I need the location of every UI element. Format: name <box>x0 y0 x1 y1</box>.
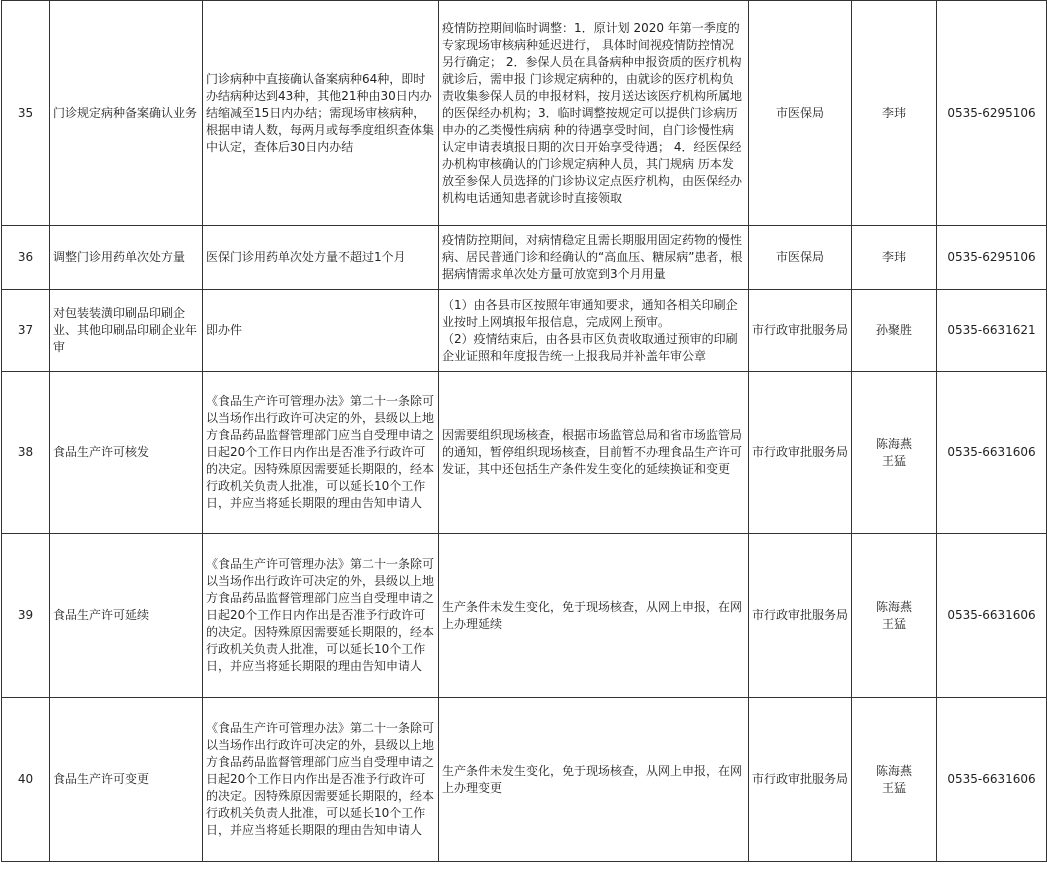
row-number: 39 <box>2 534 50 698</box>
table-row <box>2 698 1047 862</box>
item-condition: 《食品生产许可管理办法》第二十一条除可以当场作出行政许可决定的外，县级以上地方食品药品监督管理部门应当自受理申请之日起20个工作日内作出是否准予行政许可的决定。因特殊原因需要延长期限的，经本行政机关负责人批准，可以延长10个工作日，并应当将延长期限的理由告知申请人 <box>203 534 439 698</box>
item-name: 食品生产许可延续 <box>50 534 203 698</box>
item-contact: 陈海燕 王猛 <box>852 534 937 698</box>
item-condition: 《食品生产许可管理办法》第二十一条除可以当场作出行政许可决定的外，县级以上地方食品药品监督管理部门应当自受理申请之日起20个工作日内作出是否准予行政许可的决定。因特殊原因需要延长期限的，经本行政机关负责人批准，可以延长10个工作日，并应当将延长期限的理由告知申请人 <box>203 698 439 862</box>
item-phone: 0535-6631606 <box>937 698 1047 862</box>
row-number: 35 <box>2 1 50 226</box>
item-name: 调整门诊用药单次处方量 <box>50 226 203 290</box>
item-name: 对包装装潢印刷品印刷企业、其他印刷品印刷企业年审 <box>50 290 203 372</box>
item-department: 市医保局 <box>749 1 852 226</box>
table-row <box>2 1 1047 226</box>
row-number: 36 <box>2 226 50 290</box>
item-measure: 因需要组织现场核查，根据市场监管总局和省市场监管局的通知，暂停组织现场核查，目前暂不办理食品生产许可发证，其中还包括生产条件发生变化的延续换证和变更 <box>439 372 749 534</box>
item-contact: 李玮 <box>852 1 937 226</box>
item-department: 市行政审批服务局 <box>749 534 852 698</box>
item-measure: 生产条件未发生变化，免于现场核查，从网上申报，在网上办理变更 <box>439 698 749 862</box>
item-contact: 陈海燕 王猛 <box>852 372 937 534</box>
item-contact: 陈海燕 王猛 <box>852 698 937 862</box>
item-department: 市医保局 <box>749 226 852 290</box>
row-number: 38 <box>2 372 50 534</box>
item-phone: 0535-6295106 <box>937 226 1047 290</box>
table-row <box>2 290 1047 372</box>
item-phone: 0535-6631621 <box>937 290 1047 372</box>
table-row <box>2 226 1047 290</box>
item-name: 食品生产许可核发 <box>50 372 203 534</box>
item-phone: 0535-6631606 <box>937 372 1047 534</box>
item-measure: 疫情防控期间，对病情稳定且需长期服用固定药物的慢性病、居民普通门诊和经确认的“高血压、糖尿病”患者，根据病情需求单次处方量可放宽到3个月用量 <box>439 226 749 290</box>
item-department: 市行政审批服务局 <box>749 290 852 372</box>
item-name: 门诊规定病种备案确认业务 <box>50 1 203 226</box>
row-number: 37 <box>2 290 50 372</box>
measures-table <box>1 0 1047 862</box>
item-condition: 即办件 <box>203 290 439 372</box>
item-phone: 0535-6631606 <box>937 534 1047 698</box>
item-name: 食品生产许可变更 <box>50 698 203 862</box>
item-contact: 孙聚胜 <box>852 290 937 372</box>
item-condition: 《食品生产许可管理办法》第二十一条除可以当场作出行政许可决定的外，县级以上地方食品药品监督管理部门应当自受理申请之日起20个工作日内作出是否准予行政许可的决定。因特殊原因需要延长期限的，经本行政机关负责人批准，可以延长10个工作日，并应当将延长期限的理由告知申请人 <box>203 372 439 534</box>
item-contact: 李玮 <box>852 226 937 290</box>
table-row <box>2 372 1047 534</box>
item-measure: （1）由各县市区按照年审通知要求，通知各相关印刷企业按时上网填报年报信息，完成网上预审。 （2）疫情结束后，由各县市区负责收取通过预审的印刷企业证照和年度报告统一上报我局并补盖年审公章 <box>439 290 749 372</box>
item-phone: 0535-6295106 <box>937 1 1047 226</box>
table-row <box>2 534 1047 698</box>
row-number: 40 <box>2 698 50 862</box>
item-condition: 门诊病种中直接确认备案病种64种，即时办结病种达到43种，其他21种由30日内办结缩减至15日内办结；需现场审核病种，根据申请人数，每两月或每季度组织查体集中认定，查体后30日内办结 <box>203 1 439 226</box>
item-measure: 疫情防控期间临时调整：1．原计划 2020 年第一季度的专家现场审核病种延迟进行， 具体时间视疫情防控情况另行确定； 2．参保人员在具备病种申报资质的医疗机构就诊后，需申报 门诊规定病种的，由就诊的医疗机构负责收集参保人员的申报材料，按月送达该医疗机构所属地的医保经办机构；3．临时调整按规定可以提供门诊病历申办的乙类慢性病病 种的待遇享受时间，自门诊慢性病认定申请表填报日期的次日开始享受待遇； 4．经医保经办机构审核确认的门诊规定病种人员，其门规病 历本发放至参保人员选择的门诊协议定点医疗机构，由医保经办 机构电话通知患者就诊时直接领取 <box>439 1 749 226</box>
item-department: 市行政审批服务局 <box>749 698 852 862</box>
item-measure: 生产条件未发生变化，免于现场核查，从网上申报，在网上办理延续 <box>439 534 749 698</box>
item-department: 市行政审批服务局 <box>749 372 852 534</box>
item-condition: 医保门诊用药单次处方量不超过1个月 <box>203 226 439 290</box>
